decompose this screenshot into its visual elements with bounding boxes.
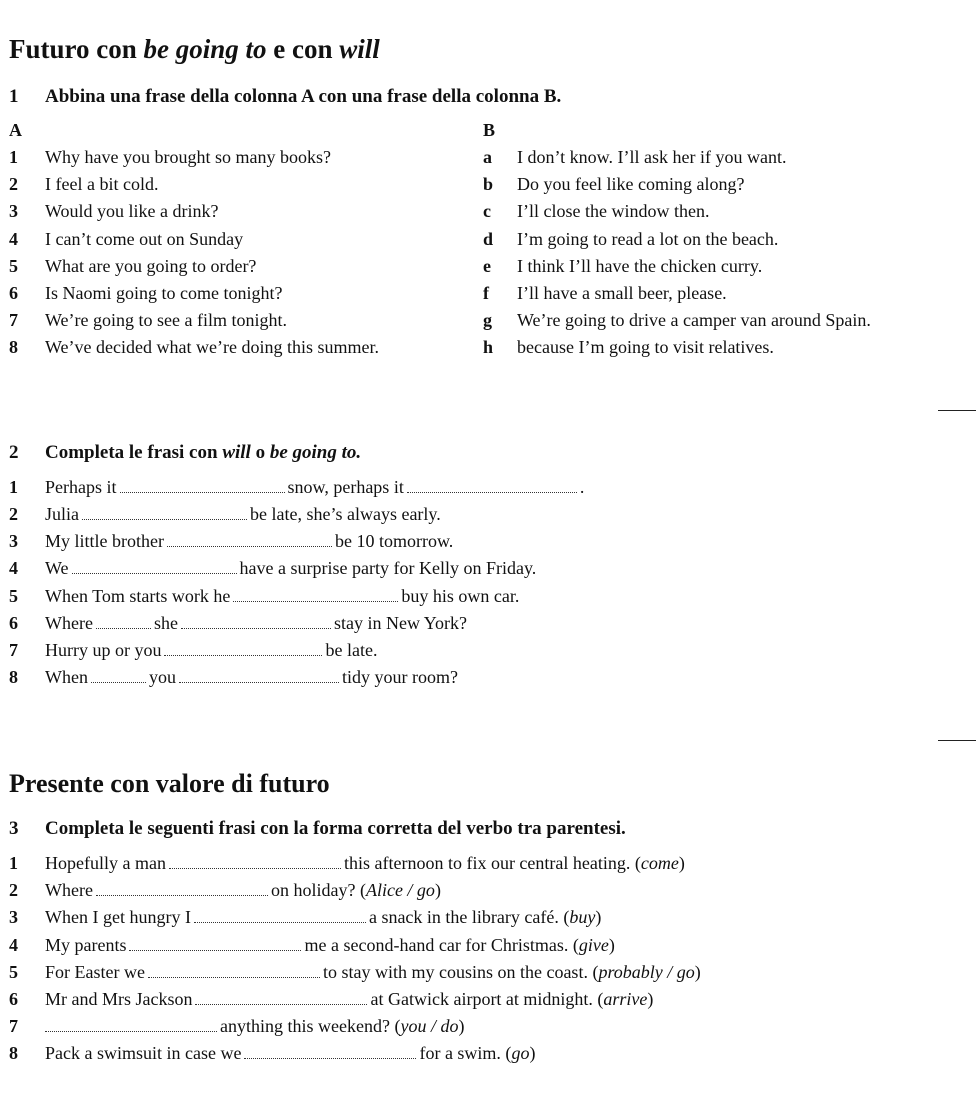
exercise-2-item: 6 Where she stay in New York? bbox=[9, 613, 467, 633]
answer-blank[interactable] bbox=[233, 589, 398, 602]
answer-blank[interactable] bbox=[82, 507, 247, 520]
col-b-item: b Do you feel like coming along? bbox=[483, 174, 745, 194]
exercise-2-title: 2 Completa le frasi con will o be going to. bbox=[9, 442, 362, 463]
answer-blank[interactable] bbox=[244, 1046, 416, 1059]
answer-blank[interactable] bbox=[129, 938, 301, 951]
column-a-heading: A bbox=[9, 120, 22, 140]
col-a-item: 8 We’ve decided what we’re doing this summer. bbox=[9, 337, 379, 357]
col-b-item: a I don’t know. I’ll ask her if you want. bbox=[483, 147, 787, 167]
answer-blank[interactable] bbox=[45, 1019, 217, 1032]
col-b-item: e I think I’ll have the chicken curry. bbox=[483, 256, 763, 276]
answer-blank[interactable] bbox=[179, 670, 339, 683]
exercise-2-item: 8 When you tidy your room? bbox=[9, 667, 458, 687]
col-a-item: 7 We’re going to see a film tonight. bbox=[9, 310, 287, 330]
answer-blank[interactable] bbox=[194, 910, 366, 923]
divider-line bbox=[938, 410, 976, 411]
col-b-item: h because I’m going to visit relatives. bbox=[483, 337, 774, 357]
answer-blank[interactable] bbox=[148, 965, 320, 978]
page-title: Futuro con be going to e con will bbox=[9, 34, 380, 64]
exercise-2-item: 7 Hurry up or you be late. bbox=[9, 640, 378, 660]
answer-blank[interactable] bbox=[96, 883, 268, 896]
col-a-item: 2 I feel a bit cold. bbox=[9, 174, 159, 194]
answer-blank[interactable] bbox=[167, 534, 332, 547]
column-b-heading: B bbox=[483, 120, 496, 140]
col-a-item: 4 I can’t come out on Sunday bbox=[9, 229, 244, 249]
section-title: Presente con valore di futuro bbox=[9, 769, 330, 798]
exercise-3-title: 3 Completa le seguenti frasi con la forma corretta del verbo tra parentesi. bbox=[9, 818, 626, 839]
answer-blank[interactable] bbox=[407, 480, 577, 493]
exercise-3-item: 6 Mr and Mrs Jackson at Gatwick airport at midnight. (arrive) bbox=[9, 989, 654, 1009]
answer-blank[interactable] bbox=[96, 616, 151, 629]
col-b-item: g We’re going to drive a camper van around Spain. bbox=[483, 310, 871, 330]
exercise-3-item: 8 Pack a swimsuit in case we for a swim. (go) bbox=[9, 1043, 536, 1063]
answer-blank[interactable] bbox=[169, 856, 341, 869]
exercise-3-item: 5 For Easter we to stay with my cousins on the coast. (probably / go) bbox=[9, 962, 701, 982]
answer-blank[interactable] bbox=[72, 561, 237, 574]
col-b-item: c I’ll close the window then. bbox=[483, 201, 710, 221]
answer-blank[interactable] bbox=[164, 643, 322, 656]
col-a-item: 6 Is Naomi going to come tonight? bbox=[9, 283, 283, 303]
divider-line bbox=[938, 740, 976, 741]
col-a-item: 5 What are you going to order? bbox=[9, 256, 257, 276]
answer-blank[interactable] bbox=[120, 480, 285, 493]
exercise-3-item: 2 Where on holiday? (Alice / go) bbox=[9, 880, 441, 900]
answer-blank[interactable] bbox=[181, 616, 331, 629]
col-b-item: f I’ll have a small beer, please. bbox=[483, 283, 727, 303]
exercise-1-title: 1 Abbina una frase della colonna A con una frase della colonna B. bbox=[9, 86, 562, 107]
exercise-3-item: 4 My parents me a second-hand car for Christmas. (give) bbox=[9, 935, 615, 955]
exercise-2-item: 5 When Tom starts work he buy his own car. bbox=[9, 586, 520, 606]
exercise-3-item: 3 When I get hungry I a snack in the library café. (buy) bbox=[9, 907, 602, 927]
answer-blank[interactable] bbox=[91, 670, 146, 683]
answer-blank[interactable] bbox=[195, 992, 367, 1005]
exercise-2-item: 4 We have a surprise party for Kelly on Friday. bbox=[9, 558, 537, 578]
exercise-2-item: 1 Perhaps it snow, perhaps it . bbox=[9, 477, 585, 497]
exercise-3-item: 7 anything this weekend? (you / do) bbox=[9, 1016, 465, 1036]
col-a-item: 3 Would you like a drink? bbox=[9, 201, 219, 221]
exercise-2-item: 2 Julia be late, she’s always early. bbox=[9, 504, 441, 524]
exercise-3-item: 1 Hopefully a man this afternoon to fix our central heating. (come) bbox=[9, 853, 685, 873]
col-a-item: 1 Why have you brought so many books? bbox=[9, 147, 331, 167]
exercise-2-item: 3 My little brother be 10 tomorrow. bbox=[9, 531, 454, 551]
col-b-item: d I’m going to read a lot on the beach. bbox=[483, 229, 779, 249]
